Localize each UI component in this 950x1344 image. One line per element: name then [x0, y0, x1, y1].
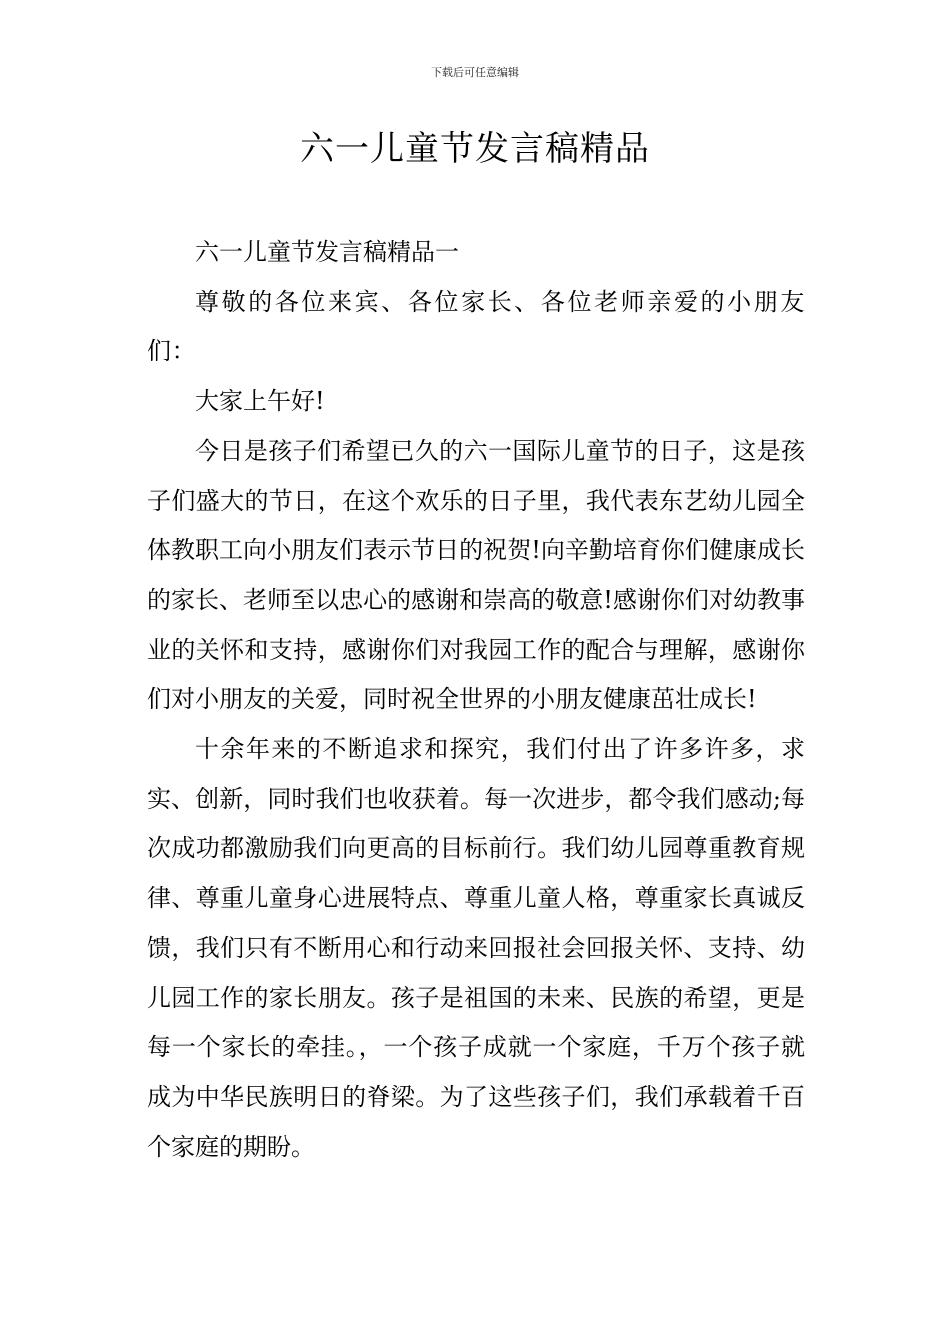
- body-paragraph: 十余年来的不断追求和探究，我们付出了许多许多，求实、创新，同时我们也收获着。每一次进步，都令我们感动;每次成功都激励我们向更高的目标前行。我们幼儿园尊重教育规律、尊重儿童身心进展特点、尊重儿童人格，尊重家长真诚反馈，我们只有不断用心和行动来回报社会回报关怀、支持、幼儿园工作的家长朋友。孩子是祖国的未来、民族的希望，更是每一个家长的牵挂。，一个孩子成就一个家庭，千万个孩子就成为中华民族明日的脊梁。为了这些孩子们，我们承载着千百个家庭的期盼。: [147, 735, 805, 1161]
- greeting-paragraph: 大家上午好!: [195, 387, 325, 416]
- section-heading: 六一儿童节发言稿精品一: [195, 238, 459, 266]
- header-note: 下载后可任意编辑: [431, 66, 519, 79]
- document-body: [147, 228, 805, 1172]
- salutation-paragraph: 尊敬的各位来宾、各位家长、各位老师亲爱的小朋友们：: [147, 287, 805, 366]
- document-title: 六一儿童节发言稿精品: [300, 129, 650, 169]
- body-paragraph: 今日是孩子们希望已久的六一国际儿童节的日子，这是孩子们盛大的节日，在这个欢乐的日子里，我代表东艺幼儿园全体教职工向小朋友们表示节日的祝贺!向辛勤培育你们健康成长的家长、老师至以忠心的感谢和崇高的敬意!感谢你们对幼教事业的关怀和支持，感谢你们对我园工作的配合与理解，感谢你们对小朋友的关爱，同时祝全世界的小朋友健康茁壮成长!: [147, 436, 805, 714]
